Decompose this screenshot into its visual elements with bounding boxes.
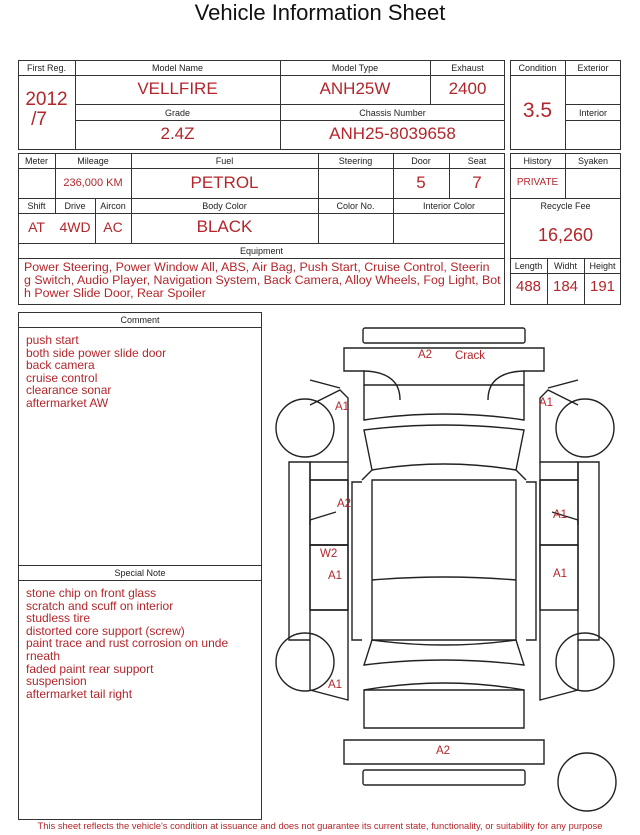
width-value: 184 xyxy=(552,278,579,295)
damage-mark-right-door-a1: A1 xyxy=(553,509,568,521)
damage-mark-right-rear-door-a1: A1 xyxy=(553,568,568,580)
equipment-label: Equipment xyxy=(239,246,284,256)
first-reg-year: 2012 xyxy=(25,89,68,110)
comment-label: Comment xyxy=(120,315,160,325)
shift-value: AT xyxy=(28,219,45,235)
length-value: 488 xyxy=(515,278,542,295)
comment-item: push start xyxy=(26,333,79,347)
special-note-item: paint trace and rust corrosion on unde xyxy=(26,636,229,651)
drive-label: Drive xyxy=(64,201,86,211)
damage-mark-left-door-a2: A2 xyxy=(337,498,352,510)
length-label: Length xyxy=(514,261,543,271)
fuel-value: PETROL xyxy=(190,173,259,192)
comment-item: back camera xyxy=(26,358,95,373)
steering-label: Steering xyxy=(338,156,373,166)
special-note-item: stone chip on front glass xyxy=(26,586,157,600)
first-reg-label: First Reg. xyxy=(26,63,66,73)
model-name-value: VELLFIRE xyxy=(137,79,218,98)
fuel-label: Fuel xyxy=(215,156,234,166)
damage-mark-left-rear-door-a1: A1 xyxy=(328,570,343,582)
recycle-fee-value: 16,260 xyxy=(537,225,594,245)
mileage-label: Mileage xyxy=(77,156,109,166)
damage-mark-left-w2: W2 xyxy=(320,548,338,560)
history-value: PRIVATE xyxy=(516,177,559,188)
special-note-item: aftermarket tail right xyxy=(26,686,133,701)
equipment-list xyxy=(24,261,502,300)
special-note-label: Special Note xyxy=(114,568,166,578)
equipment-line: g Switch, Audio Player, Navigation System, Back Camera, Alloy Wheels, Fog Light, Bot xyxy=(24,273,501,287)
seat-label: Seat xyxy=(467,156,487,166)
color-no-label: Color No. xyxy=(336,201,375,211)
damage-mark-front-a2: A2 xyxy=(418,349,433,361)
grade-label: Grade xyxy=(164,108,190,118)
exhaust-value: 2400 xyxy=(448,79,487,98)
history-label: History xyxy=(523,156,552,166)
exhaust-label: Exhaust xyxy=(451,63,484,73)
damage-mark-left-rear-a1: A1 xyxy=(328,679,343,691)
damage-mark-front-crack: Crack xyxy=(455,350,486,362)
comment-item: clearance sonar xyxy=(26,383,112,398)
chassis-number-label: Chassis Number xyxy=(359,108,426,118)
interior-label: Interior xyxy=(578,108,607,118)
equipment-line: Power Steering, Power Window All, ABS, Air Bag, Push Start, Cruise Control, Steerin xyxy=(24,260,490,274)
condition-label: Condition xyxy=(518,63,557,73)
equipment-line: h Power Slide Door, Rear Spoiler xyxy=(24,286,206,300)
shift-label: Shift xyxy=(27,201,46,211)
mileage-value: 236,000 KM xyxy=(63,177,123,189)
damage-mark-left-front-a1: A1 xyxy=(335,401,350,413)
model-type-value: ANH25W xyxy=(319,79,391,98)
damage-mark-rear-a2: A2 xyxy=(436,745,451,757)
door-label: Door xyxy=(411,156,431,166)
damage-mark-right-front-a1: A1 xyxy=(539,397,554,409)
model-name-label: Model Name xyxy=(151,63,204,73)
body-color-label: Body Color xyxy=(202,201,247,211)
aircon-value: AC xyxy=(103,219,123,235)
condition-value: 3.5 xyxy=(522,99,553,122)
special-note-item: studless tire xyxy=(26,611,91,626)
special-note-item: suspension xyxy=(26,674,87,689)
width-label: Widht xyxy=(553,261,577,271)
meter-label: Meter xyxy=(24,156,48,166)
disclaimer-footer: This sheet reflects the vehicle's condition at issuance and does not guarantee its current state, functionality, or suitability for any purpose xyxy=(37,820,603,831)
special-note-item: scratch and scuff on interior xyxy=(26,598,174,613)
body-color-value: BLACK xyxy=(196,217,253,236)
height-value: 191 xyxy=(589,278,616,295)
comment-list xyxy=(26,334,258,410)
comment-item: cruise control xyxy=(26,370,98,385)
comment-item: both side power slide door xyxy=(26,345,167,360)
interior-color-label: Interior Color xyxy=(422,201,476,211)
special-note-item: faded paint rear support xyxy=(26,661,154,676)
drive-value: 4WD xyxy=(59,219,91,235)
grade-value: 2.4Z xyxy=(160,124,195,143)
seat-value: 7 xyxy=(472,173,482,192)
page-title: Vehicle Information Sheet xyxy=(194,0,446,25)
height-label: Height xyxy=(589,261,616,271)
syaken-label: Syaken xyxy=(577,156,609,166)
special-note-item: distorted core support (screw) xyxy=(26,623,185,638)
recycle-fee-label: Recycle Fee xyxy=(540,201,591,211)
exterior-label: Exterior xyxy=(577,63,609,73)
model-type-label: Model Type xyxy=(331,63,379,73)
first-reg-month: /7 xyxy=(31,109,47,130)
door-value: 5 xyxy=(416,173,426,192)
special-note-item: rneath xyxy=(26,648,61,663)
comment-item: aftermarket AW xyxy=(26,395,109,410)
special-note-list xyxy=(26,587,258,700)
aircon-label: Aircon xyxy=(100,201,126,211)
chassis-number-value: ANH25-8039658 xyxy=(329,124,456,143)
